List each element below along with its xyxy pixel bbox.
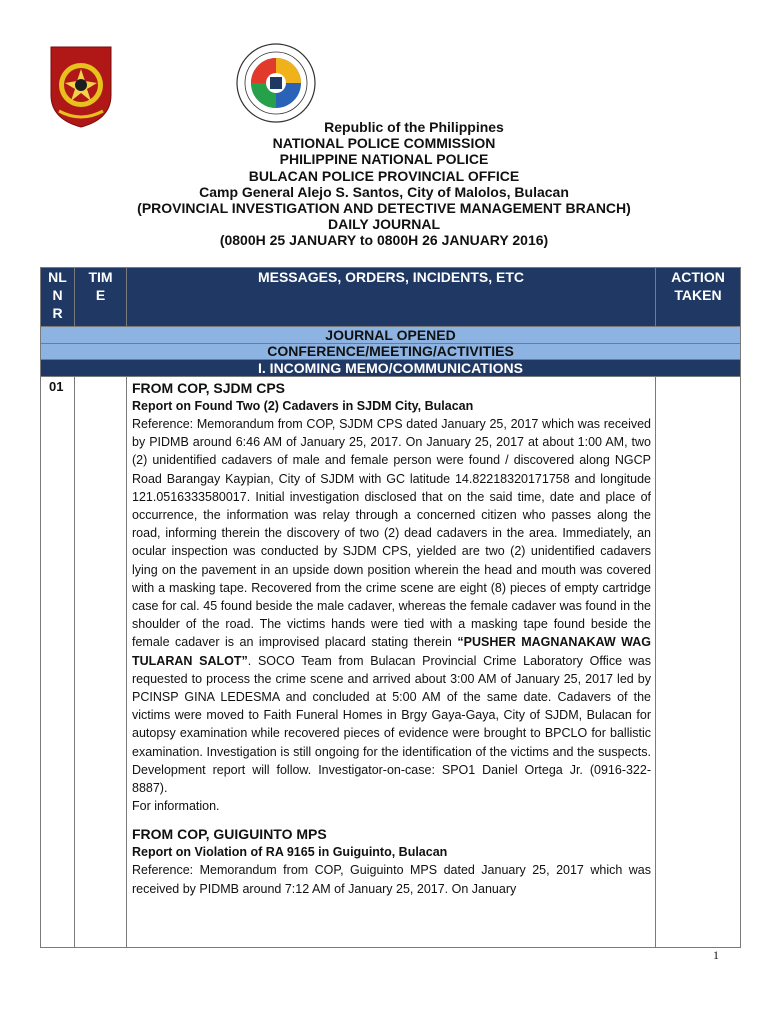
bulacan-ppo-seal-logo: [236, 43, 316, 123]
entry-time: [75, 377, 127, 948]
band-journal-opened-label: JOURNAL OPENED: [41, 327, 741, 344]
header-bppo: BULACAN POLICE PROVINCIAL OFFICE: [248, 167, 520, 184]
col-header-time: TIM E: [75, 268, 127, 327]
header-napolcom: NATIONAL POLICE COMMISSION: [272, 135, 496, 152]
band-incoming: [41, 360, 741, 377]
table-header-row: [41, 268, 741, 327]
header-branch: (PROVINCIAL INVESTIGATION AND DETECTIVE MANAGEMENT BRANCH): [137, 200, 631, 217]
logos-area: [0, 0, 768, 125]
header-camp: Camp General Alejo S. Santos, City of Malolos, Bulacan: [199, 183, 569, 200]
entry1-body-post: . SOCO Team from Bulacan Provincial Crime Laboratory Office was requested to process the crime scene and arrived about 3:00 AM of January 25, 2017 led by PCINSP GINA LEDESMA and concluded at 5:00 AM of the same date. Cadavers of the victims were moved to Faith Funeral Homes in Brgy Gaya-Gaya, City of SJDM, Bulacan for autopsy examination while recovered pieces of evidence were brought to BPCLO for ballistic examination. Investigation is still ongoing for the identification of the victims and the suspects. Development report will follow. Investigator-on-case: SPO1 Daniel Ortega Jr. (0916-322-8887).: [132, 653, 651, 796]
page-number: 1: [713, 948, 719, 962]
entry1-body: [132, 415, 651, 797]
pnp-seal-logo: [47, 45, 115, 129]
entry1-body-pre: Reference: Memorandum from COP, SJDM CPS dated January 25, 2017 which was received by PIDMB around 6:46 AM of January 25, 2017. On January 25, 2017 at about 1:00 AM, two (2) unidentified cadavers of male and female person were found / discovered along NGCP Road Barangay Kaypian, City of SJDM with GC latitude 14.82218320171758 and longitude 121.0516333580017. Initial investigation disclosed that on the said time, date and place of occurrence, the information was relay through a concerned citizen who passes along the road, informing therein the discovery of two (2) dead cadavers in the area. Immediately, an ocular inspection was conducted by SJDM CPS, yielded are two (2) unidentified cadavers lying on the pavement in an upside down position wherein the head and mouth was covered with a masking tape. Recovered from the crime scene are eight (8) pieces of empty cartridge case for cal. 45 found beside the male cadaver, whereas the female cadaver was found in the shoulder of the road. The victims hands were tied with a masking tape found beside the female cadaver is an improvised placard stating therein: [132, 417, 651, 650]
entry2-body: Reference: Memorandum from COP, Guiguinto MPS dated January 25, 2017 which was received by PIDMB around 7:12 AM of January 25, 2017. On January: [132, 863, 651, 896]
journal-table: [40, 267, 741, 948]
header-republic: Republic of the Philippines: [324, 119, 504, 135]
entry1-from: FROM COP, SJDM CPS: [132, 380, 285, 396]
table-row: [41, 377, 741, 948]
entry1-body-bold: “PUSHER MAGNANAKAW WAG TULARAN SALOT”: [132, 635, 652, 668]
col-header-nr: NL N R: [41, 268, 75, 327]
col-header-messages: MESSAGES, ORDERS, INCIDENTS, ETC: [127, 268, 656, 327]
document-header: [0, 119, 768, 249]
band-incoming-label: I. INCOMING MEMO/COMMUNICATIONS: [41, 360, 741, 377]
entry1-subject: Report on Found Two (2) Cadavers in SJDM City, Bulacan: [132, 399, 474, 413]
entry-action-taken: [656, 377, 741, 948]
band-conference: [41, 344, 741, 360]
col-header-action: ACTION TAKEN: [656, 268, 741, 327]
entry-message-cell: [127, 377, 656, 948]
band-conference-label: CONFERENCE/MEETING/ACTIVITIES: [41, 344, 741, 360]
entry2-subject: Report on Violation of RA 9165 in Guiguinto, Bulacan: [132, 845, 448, 860]
band-journal-opened: [41, 327, 741, 344]
header-period: (0800H 25 JANUARY to 0800H 26 JANUARY 2016): [219, 232, 549, 249]
entry2-from: FROM COP, GUIGUINTO MPS: [132, 826, 327, 843]
entry-number: 01: [41, 377, 75, 948]
header-daily-journal: DAILY JOURNAL: [327, 216, 441, 233]
entry1-closing: For information.: [132, 799, 220, 814]
header-pnp: PHILIPPINE NATIONAL POLICE: [279, 151, 489, 168]
